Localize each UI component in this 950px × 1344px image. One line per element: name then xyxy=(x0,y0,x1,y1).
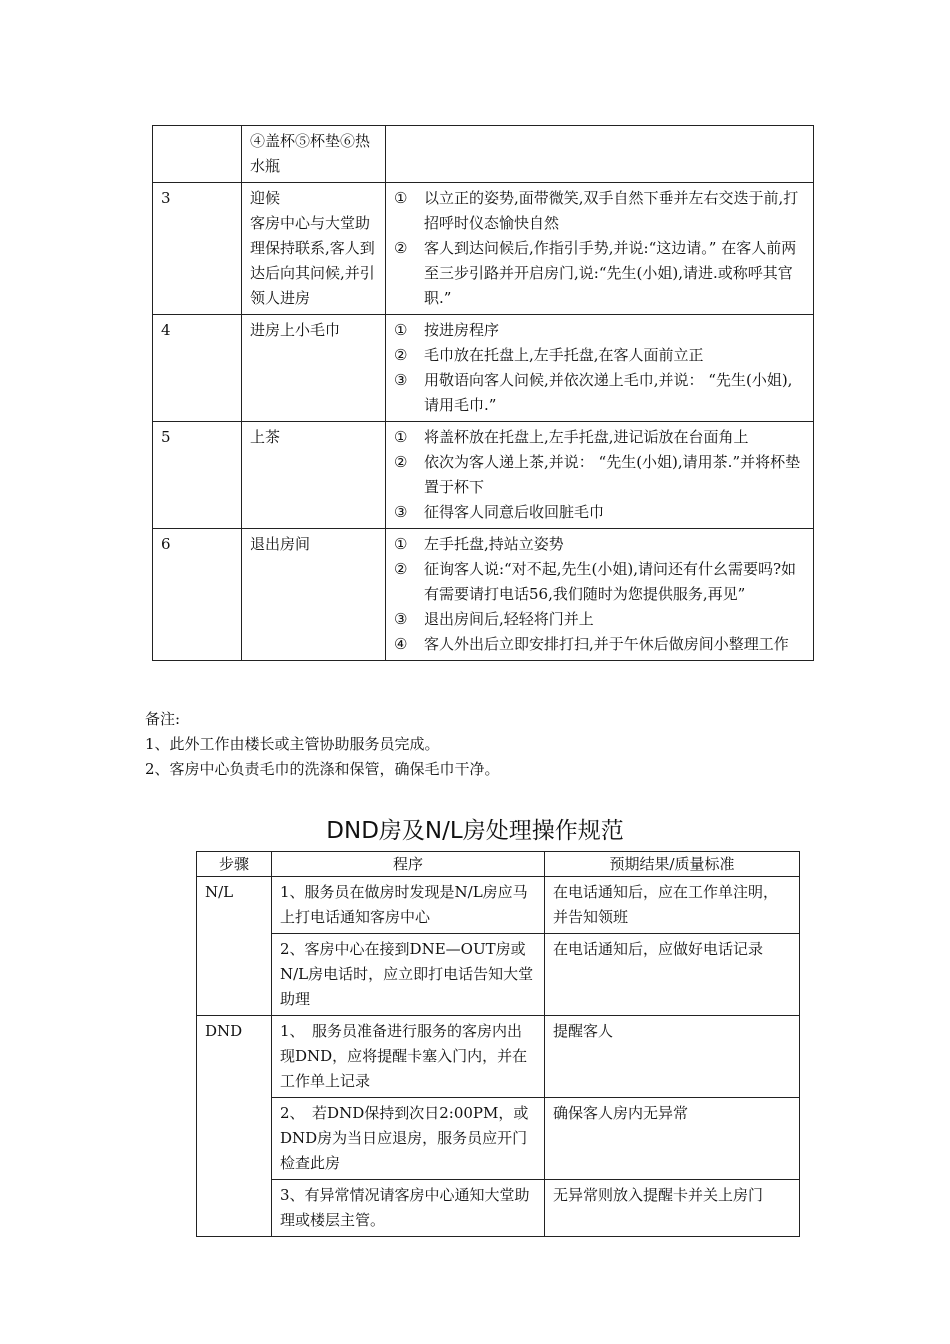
result-cell: 确保客人房内无异常 xyxy=(545,1098,800,1180)
procedure-cell xyxy=(386,315,814,422)
list-item: ② 毛巾放在托盘上,左手托盘,在客人面前立正 xyxy=(394,346,704,364)
result-cell: 在电话通知后，应在工作单注明，并告知领班 xyxy=(545,877,800,934)
list-item: ② 征询客人说:“对不起,先生(小姐),请问还有什幺需要吗?如有需要请打电话56,我们随时为您提供服务,再见” xyxy=(394,560,797,603)
result-cell: 无异常则放入提醒卡并关上房门 xyxy=(545,1180,800,1237)
result-cell: 提醒客人 xyxy=(545,1016,800,1098)
list-item: ① 以立正的姿势,面带微笑,双手自然下垂并左右交迭于前,打招呼时仪态愉快自然 xyxy=(394,189,799,232)
notes-section xyxy=(145,707,500,782)
list-item: ① 左手托盘,持站立姿势 xyxy=(394,535,564,553)
step-number-cell: 5 xyxy=(153,422,242,529)
list-item: ① 将盖杯放在托盘上,左手托盘,进记诟放在台面角上 xyxy=(394,428,749,446)
procedure-cell: 1、服务员在做房时发现是N/L房应马上打电话通知客房中心 xyxy=(272,877,545,934)
table-row xyxy=(197,934,800,1016)
step-name-cell: 进房上小毛巾 xyxy=(242,315,386,422)
step-name-cell: 退出房间 xyxy=(242,529,386,661)
procedure-cell: 3、有异常情况请客房中心通知大堂助理或楼层主管。 xyxy=(272,1180,545,1237)
procedure-cell: 2、客房中心在接到DNE—OUT房或N/L房电话时，应立即打电话告知大堂助理 xyxy=(272,934,545,1016)
step-name-cell: 上茶 xyxy=(242,422,386,529)
service-procedure-table xyxy=(152,125,814,661)
table-row xyxy=(153,529,814,661)
list-item: ② 客人到达问候后,作指引手势,并说:“这边请。” 在客人前两至三步引路并开启房门,说:“先生(小姐),请进.或称呼其官职.” xyxy=(394,239,797,307)
step-cell: DND xyxy=(197,1016,272,1237)
procedure-cell xyxy=(386,126,814,183)
dnd-nl-procedure-table xyxy=(196,851,800,1237)
procedure-cell xyxy=(386,529,814,661)
table-row xyxy=(153,315,814,422)
list-item: ① 按进房程序 xyxy=(394,321,500,339)
column-header-step: 步骤 xyxy=(197,852,272,877)
step-number-cell xyxy=(153,126,242,183)
column-header-result: 预期结果/质量标准 xyxy=(545,852,800,877)
note-item: 2、客房中心负责毛巾的洗涤和保管，确保毛巾干净。 xyxy=(145,760,500,778)
table-row xyxy=(197,1016,800,1098)
list-item: ④ 客人外出后立即安排打扫,并于午休后做房间小整理工作 xyxy=(394,635,789,653)
step-name-cell: ④盖杯⑤杯垫⑥热水瓶 xyxy=(242,126,386,183)
step-number-cell: 3 xyxy=(153,183,242,315)
table-row xyxy=(197,877,800,934)
list-item: ③ 用敬语向客人问候,并依次递上毛巾,并说： “先生(小姐),请用毛巾.” xyxy=(394,371,793,414)
list-item: ② 依次为客人递上茶,并说： “先生(小姐),请用茶.”并将杯垫置于杯下 xyxy=(394,453,801,496)
page-title: DND房及N/L房处理操作规范 xyxy=(326,818,624,844)
table-row xyxy=(153,183,814,315)
procedure-cell: 1、 服务员准备进行服务的客房内出现DND，应将提醒卡塞入门内，并在工作单上记录 xyxy=(272,1016,545,1098)
step-number-cell: 6 xyxy=(153,529,242,661)
column-header-procedure: 程序 xyxy=(272,852,545,877)
table-header-row xyxy=(197,852,800,877)
list-item: ③ 征得客人同意后收回脏毛巾 xyxy=(394,503,605,521)
step-cell: N/L xyxy=(197,877,272,1016)
procedure-cell xyxy=(386,183,814,315)
table-row xyxy=(153,126,814,183)
step-name-cell: 迎候 客房中心与大堂助理保持联系,客人到达后向其问候,并引领人进房 xyxy=(242,183,386,315)
note-item: 1、此外工作由楼长或主管协助服务员完成。 xyxy=(145,735,440,753)
procedure-cell: 2、 若DND保持到次日2:00PM，或DND房为当日应退房，服务员应开门检查此房 xyxy=(272,1098,545,1180)
notes-heading: 备注: xyxy=(145,710,181,728)
table-row xyxy=(197,1180,800,1237)
table-row xyxy=(197,1098,800,1180)
step-number-cell: 4 xyxy=(153,315,242,422)
procedure-cell xyxy=(386,422,814,529)
result-cell: 在电话通知后，应做好电话记录 xyxy=(545,934,800,1016)
table-row xyxy=(153,422,814,529)
list-item: ③ 退出房间后,轻轻将门并上 xyxy=(394,610,594,628)
